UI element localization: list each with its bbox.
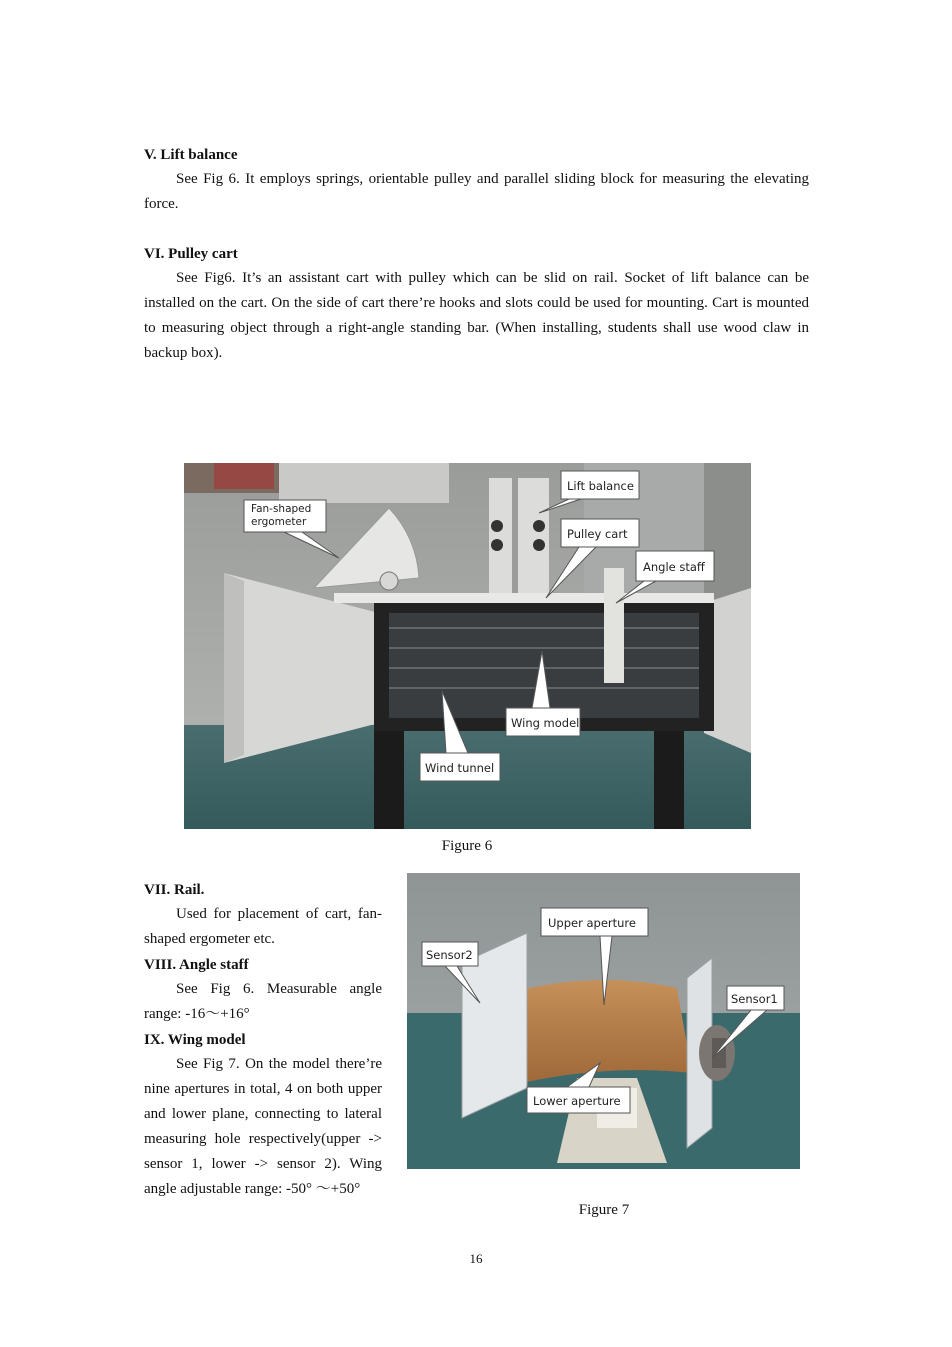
label-lift-balance: Lift balance [567,479,634,493]
label-lower-aperture: Lower aperture [533,1094,621,1108]
label-fan-shaped-ergometer-line2: ergometer [251,516,307,528]
label-upper-aperture: Upper aperture [548,916,636,930]
section-heading-wing-model: IX. Wing model [144,1032,246,1048]
left-column [144,878,382,1202]
section-heading-pulley-cart: VI. Pulley cart [144,246,238,262]
section-heading-lift-balance: V. Lift balance [144,147,238,163]
figure-6-caption: Figure 6 [441,838,493,854]
section-body-pulley-cart: See Fig6. It’s an assistant cart with pulley which can be slid on rail. Socket of lift balance can be installed on the cart. On the side of cart there’re hooks and slots could be used for mounting. Cart is mounted to measuring object through a right-angle standing bar. (When installing, students shall use wood claw in backup box). [144,270,809,361]
figure-7-photo [407,873,800,1169]
label-wing-model: Wing model [511,716,580,730]
section-body-angle-staff: See Fig 6. Measurable angle range: -16～+16° [144,981,382,1022]
section-body-lift-balance: See Fig 6. It employs springs, orientable pulley and parallel sliding block for measuring the elevating force. [144,171,809,212]
label-wind-tunnel: Wind tunnel [425,761,495,775]
label-sensor1: Sensor1 [731,992,778,1006]
page-number: 16 [469,1251,483,1266]
figure-7-caption: Figure 7 [578,1202,630,1218]
figure-6-photo [184,463,751,829]
label-sensor2: Sensor2 [426,948,473,962]
section-heading-rail: VII. Rail. [144,882,205,898]
label-angle-staff: Angle staff [643,560,705,574]
section-body-rail: Used for placement of cart, fan-shaped ergometer etc. [144,906,382,947]
label-pulley-cart: Pulley cart [567,527,628,541]
section-heading-angle-staff: VIII. Angle staff [144,957,249,973]
label-fan-shaped-ergometer-line1: Fan-shaped [251,503,312,515]
section-body-wing-model: See Fig 7. On the model there’re nine apertures in total, 4 on both upper and lower plane, connecting to lateral measuring hole respectively(upper -> sensor 1, lower -> sensor 2). Wing angle adjustable range: -50° ～+50° [144,1056,382,1197]
